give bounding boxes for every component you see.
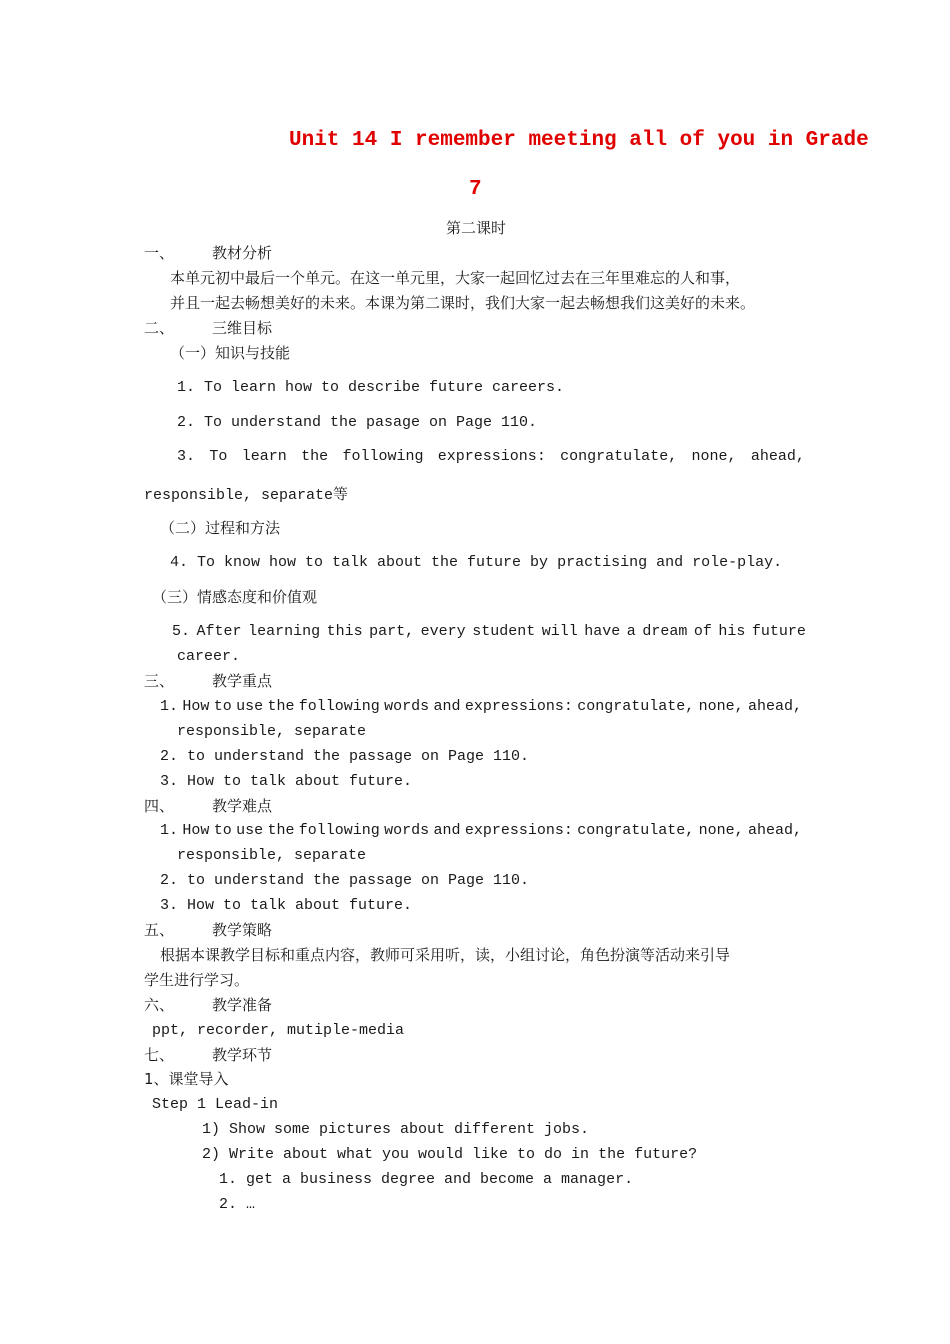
word: to [213, 698, 232, 715]
word: How [182, 698, 210, 715]
objective-item-3-continued [144, 484, 348, 506]
word: none, [698, 822, 744, 839]
section-7-heading [144, 1045, 272, 1065]
subsection-process-methods: （二）过程和方法 [160, 519, 281, 537]
section-7-title: 教学环节 [212, 1046, 273, 1064]
word: congratulate, [560, 448, 678, 465]
difficulty-item-2: 2. to understand the passage on Page 110. [160, 872, 530, 889]
word: the [301, 448, 329, 465]
objective-item-5-continued: career. [177, 648, 241, 665]
step-1-item-a: 1) Show some pictures about different jobs. [202, 1121, 590, 1138]
section-3-number: 三、 [144, 672, 175, 690]
word: will [541, 623, 578, 640]
difficulty-item-1-continued: responsible, separate [177, 847, 367, 864]
section-3-heading [144, 671, 272, 691]
section-4-number: 四、 [144, 797, 175, 815]
objective-item-3 [177, 447, 805, 467]
word: every [420, 623, 466, 640]
word: 1. [160, 698, 179, 715]
section-1-heading [144, 243, 272, 263]
word: After [196, 623, 242, 640]
word: use [236, 822, 264, 839]
section-5-heading [144, 920, 272, 940]
section-2-title: 三维目标 [212, 319, 273, 337]
word: part, [369, 623, 415, 640]
section-2-number: 二、 [144, 319, 175, 337]
document-title-line2: 7 [469, 178, 482, 201]
document-title-line1: Unit 14 I remember meeting all of you in Grade [289, 129, 869, 152]
step-1-example-1: 1. get a business degree and become a manager. [219, 1171, 634, 1188]
word: 1. [160, 822, 179, 839]
section-6-title: 教学准备 [212, 996, 273, 1014]
section-4-heading [144, 796, 272, 816]
section-3-title: 教学重点 [212, 672, 273, 690]
section-2-heading [144, 318, 272, 338]
key-point-item-3: 3. How to talk about future. [160, 773, 413, 790]
subsection-emotion-values: （三）情感态度和价值观 [152, 588, 318, 606]
section-1-title: 教材分析 [212, 244, 273, 262]
word: ahead, [750, 448, 805, 465]
word: none, [691, 448, 737, 465]
word: learning [248, 623, 321, 640]
lesson-subtitle: 第二课时 [446, 219, 507, 237]
word: How [182, 822, 210, 839]
subsection-lead-in: 1、课堂导入 [144, 1070, 229, 1088]
section-6-number: 六、 [144, 996, 175, 1014]
step-1-example-2: 2. … [219, 1196, 256, 1213]
word: none, [698, 698, 744, 715]
word: the [267, 698, 295, 715]
word: following [298, 822, 380, 839]
section-7-number: 七、 [144, 1046, 175, 1064]
subsection-knowledge-skills: （一）知识与技能 [170, 344, 291, 362]
word: words [384, 822, 430, 839]
word: following [342, 448, 424, 465]
word: expressions: [464, 698, 573, 715]
difficulty-item-3: 3. How to talk about future. [160, 897, 413, 914]
objective-item-3-words: responsible, separate [144, 487, 334, 504]
word: 3. [177, 448, 196, 465]
word: To [209, 448, 228, 465]
objective-item-1: 1. To learn how to describe future careers. [177, 379, 565, 396]
difficulty-item-1 [160, 821, 802, 841]
objective-item-3-suffix: 等 [333, 485, 349, 503]
word: student [472, 623, 536, 640]
strategy-text-line2: 学生进行学习。 [144, 971, 250, 989]
preparation-text: ppt, recorder, mutiple-media [152, 1022, 405, 1039]
word: his [718, 623, 746, 640]
section-1-text-line2: 并且一起去畅想美好的未来。本课为第二课时，我们大家一起去畅想我们这美好的未来。 [170, 294, 756, 312]
key-point-item-2: 2. to understand the passage on Page 110. [160, 748, 530, 765]
word: use [236, 698, 264, 715]
objective-item-5 [172, 622, 806, 642]
objective-item-4: 4. To know how to talk about the future by practising and role-play. [170, 554, 783, 571]
word: congratulate, [577, 822, 695, 839]
word: following [298, 698, 380, 715]
step-1-item-b: 2) Write about what you would like to do in the future? [202, 1146, 698, 1163]
step-1-heading: Step 1 Lead-in [152, 1096, 279, 1113]
word: and [433, 822, 461, 839]
word: of [693, 623, 712, 640]
objective-item-2: 2. To understand the pasage on Page 110. [177, 414, 538, 431]
word: words [384, 698, 430, 715]
word: the [267, 822, 295, 839]
word: ahead, [747, 822, 802, 839]
word: expressions: [437, 448, 546, 465]
word: and [433, 698, 461, 715]
word: 5. [172, 623, 191, 640]
word: dream [642, 623, 688, 640]
word: a [626, 623, 636, 640]
section-1-number: 一、 [144, 244, 175, 262]
section-5-title: 教学策略 [212, 921, 273, 939]
word: learn [241, 448, 287, 465]
word: this [326, 623, 363, 640]
word: to [213, 822, 232, 839]
section-1-text-line1: 本单元初中最后一个单元。在这一单元里，大家一起回忆过去在三年里难忘的人和事， [170, 269, 741, 287]
key-point-item-1 [160, 697, 802, 717]
word: have [584, 623, 621, 640]
strategy-text-line1: 根据本课教学目标和重点内容，教师可采用听，读，小组讨论，角色扮演等活动来引导 [160, 946, 731, 964]
section-5-number: 五、 [144, 921, 175, 939]
word: future [751, 623, 806, 640]
word: congratulate, [577, 698, 695, 715]
section-4-title: 教学难点 [212, 797, 273, 815]
word: ahead, [747, 698, 802, 715]
section-6-heading [144, 995, 272, 1015]
word: expressions: [464, 822, 573, 839]
key-point-item-1-continued: responsible, separate [177, 723, 367, 740]
